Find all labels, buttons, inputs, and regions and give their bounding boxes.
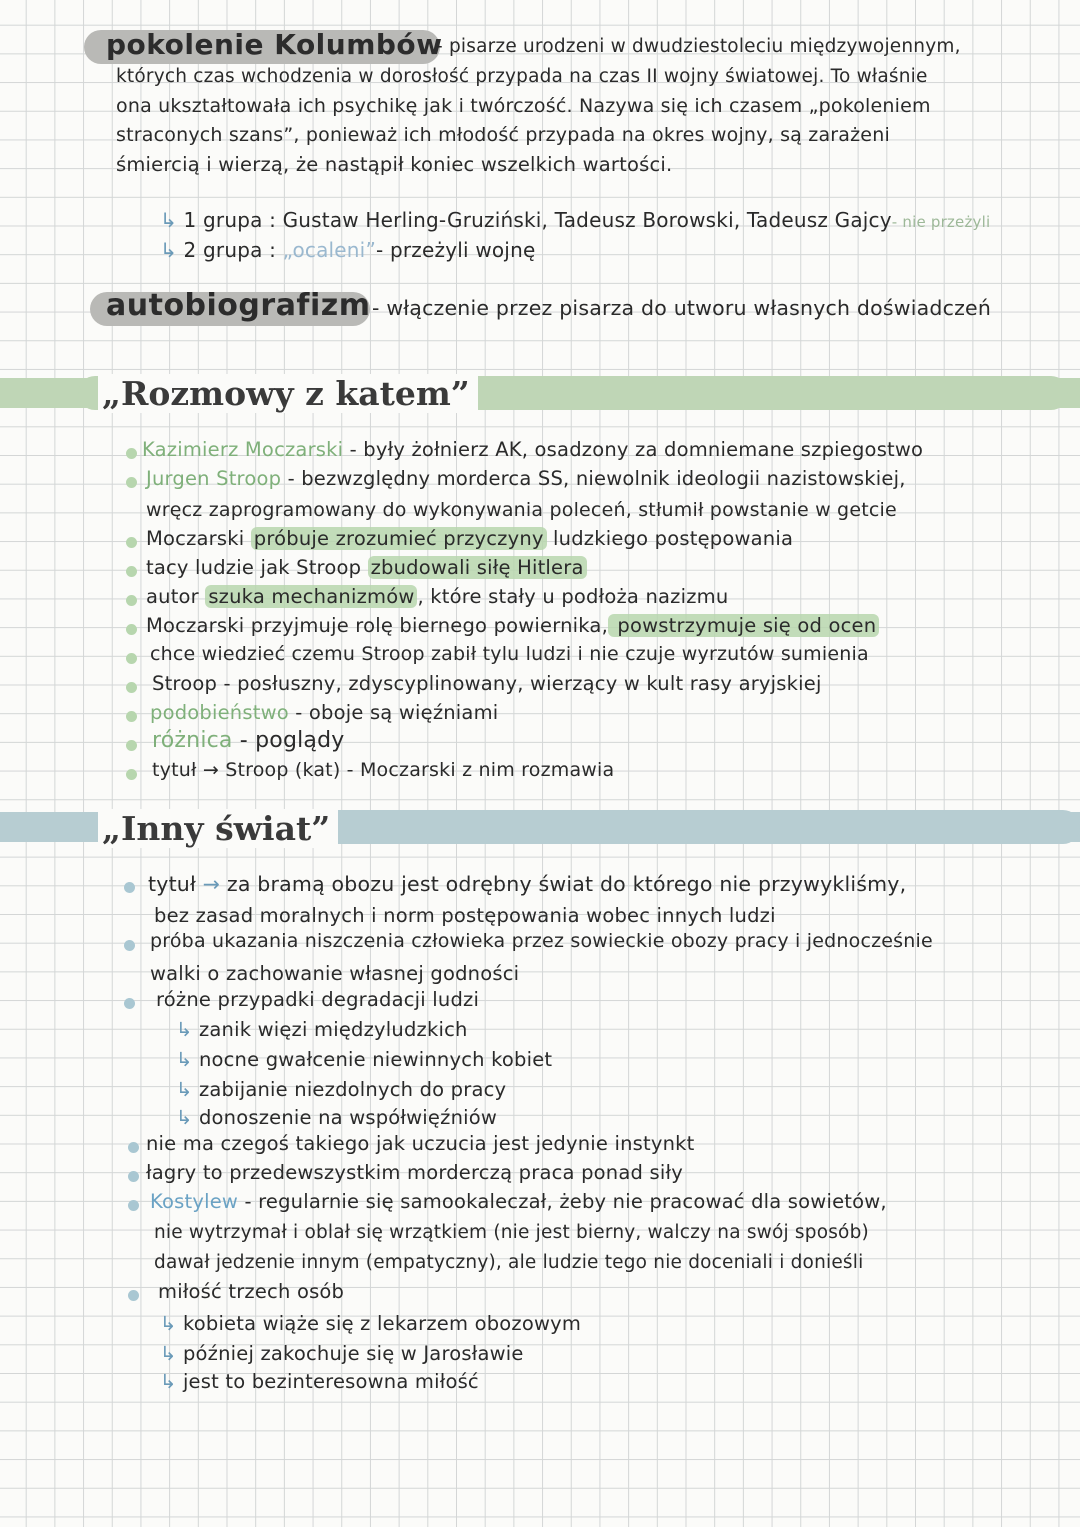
arrow-icon: ↳ [160, 1370, 183, 1393]
inny-b1-text: za bramą obozu jest odrębny świat do którego nie przywykliśmy, [220, 872, 907, 896]
rozmowy-b11 [152, 759, 614, 781]
pokolenie-line-4: straconych szans”, ponieważ ich młodość przypada na okres wojny, są zarażeni [116, 124, 890, 146]
pokolenie-term: pokolenie Kolumbów [106, 28, 443, 61]
inny-sub-2 [176, 1048, 552, 1071]
bullet-dot [126, 653, 137, 664]
rozmowy-b3-pre: Moczarski [146, 527, 251, 550]
group-2-label: 2 grupa : [183, 238, 277, 262]
bullet-dot [126, 477, 137, 488]
rozmowy-b6-pre: Moczarski przyjmuje rolę biernego powiernika, [146, 614, 608, 637]
autobiografizm-text: - włączenie przez pisarza do utworu własnych doświadczeń [372, 296, 992, 320]
inny-sub2-2-text: później zakochuje się w Jarosławie [182, 1342, 524, 1365]
rozmowy-b4-pre: tacy ludzie jak Stroop [146, 556, 368, 579]
bullet-dot [126, 595, 137, 606]
inny-sub-3 [176, 1078, 506, 1101]
arrow-icon: ↳ [160, 1312, 183, 1335]
inny-b2: próba ukazania niszczenia człowieka przez sowieckie obozy pracy i jednocześnie [150, 930, 933, 952]
inny-b3: różne przypadki degradacji ludzi [156, 988, 480, 1011]
rozmowy-b9 [150, 701, 498, 724]
rozmowy-b3 [146, 527, 793, 550]
group-1-note: - nie przeżyli [891, 213, 991, 231]
rozmowy-b11-pre: tytuł [152, 759, 203, 781]
roznica-label: różnica [152, 728, 233, 753]
rozmowy-b1-text: - były żołnierz AK, osadzony za domniemane szpiegostwo [343, 438, 924, 461]
rozmowy-b6-highlight: powstrzymuje się od ocen [608, 614, 879, 637]
inny-sub2-1-text: kobieta wiąże się z lekarzem obozowym [182, 1312, 582, 1335]
pokolenie-line-2: których czas wchodzenia w dorosłość przypada na czas II wojny światowej. To właśnie [116, 66, 928, 87]
bullet-dot [124, 940, 135, 951]
bullet-dot [126, 769, 137, 780]
inny-b5: łagry to przedewszystkim morderczą praca ponad siły [146, 1161, 683, 1184]
rozmowy-b11-text: Stroop (kat) - Moczarski z nim rozmawia [218, 759, 615, 781]
bullet-dot [128, 1290, 139, 1301]
rozmowy-b4-highlight: zbudowali siłę Hitlera [368, 556, 587, 579]
pokolenie-line-3: ona ukształtowała ich psychikę jak i twórczość. Nazywa się ich czasem „pokoleniem [116, 95, 931, 117]
bullet-dot [126, 624, 137, 635]
rozmowy-b3-post: ludzkiego postępowania [546, 527, 794, 550]
inny-sub-1 [176, 1018, 468, 1041]
bullet-dot [126, 711, 137, 722]
rozmowy-b8: Stroop - posłuszny, zdyscyplinowany, wierzący w kult rasy aryjskiej [152, 672, 822, 695]
moczarski-name: Kazimierz Moczarski [142, 438, 344, 461]
rozmowy-b9-text: - oboje są więźniami [288, 701, 499, 724]
rozmowy-b5-pre: autor [146, 585, 206, 608]
inny-sub-4 [176, 1106, 497, 1129]
arrow-icon: ↳ [160, 238, 184, 262]
arrow-icon: ↳ [160, 1342, 183, 1365]
autobiografizm-term: autobiografizm [106, 288, 371, 323]
inny-b6 [150, 1190, 887, 1213]
rozmowy-b4 [146, 556, 587, 579]
inny-b7: miłość trzech osób [158, 1280, 345, 1303]
bullet-dot [128, 1171, 139, 1182]
arrow-icon: ↳ [176, 1078, 199, 1101]
bullet-dot [126, 537, 137, 548]
bullet-dot [124, 882, 135, 893]
group-1-label: 1 grupa : [183, 208, 277, 232]
rozmowy-b2-cont: wręcz zaprogramowany do wykonywania poleceń, stłumił powstanie w getcie [146, 499, 897, 521]
kostylew-name: Kostylew [150, 1190, 239, 1213]
inny-sub2-2 [160, 1342, 524, 1365]
rozmowy-b2 [146, 467, 906, 490]
bullet-dot [126, 740, 137, 751]
arrow-right-icon: → [202, 759, 219, 781]
rozmowy-b10-text: - poglądy [232, 728, 345, 753]
group-2-text: - przeżyli wojnę [376, 238, 536, 262]
pokolenie-line-5: śmiercią i wierzą, że nastąpił koniec wszelkich wartości. [116, 153, 673, 176]
group-2-quote: „ocaleni” [282, 238, 377, 262]
group-1-text: Gustaw Herling-Gruziński, Tadeusz Borowski, Tadeusz Gajcy [282, 208, 892, 232]
inny-sub-2-text: nocne gwałcenie niewinnych kobiet [198, 1048, 553, 1071]
inny-b1-cont: bez zasad moralnych i norm postępowania wobec innych ludzi [154, 904, 776, 927]
inny-sub2-3 [160, 1370, 479, 1393]
bullet-dot [126, 682, 137, 693]
bullet-dot [126, 448, 137, 459]
rozmowy-b5 [146, 585, 728, 608]
inny-sub2-3-text: jest to bezinteresowna miłość [182, 1370, 479, 1393]
inny-sub-1-text: zanik więzi międzyludzkich [198, 1018, 468, 1041]
inny-header-pill [318, 810, 1080, 844]
stroop-name: Jurgen Stroop [146, 467, 282, 490]
rozmowy-b2-text: - bezwzględny morderca SS, niewolnik ideologii nazistowskiej, [281, 467, 906, 490]
inny-b1-pre: tytuł [148, 872, 203, 896]
rozmowy-b6 [146, 614, 879, 637]
inny-b6-text: - regularnie się samookaleczał, żeby nie pracować dla sowietów, [238, 1190, 887, 1213]
podobienstwo-label: podobieństwo [150, 701, 289, 724]
group-1 [160, 208, 990, 232]
arrow-icon: ↳ [160, 208, 184, 232]
rozmowy-b5-post: , które stały u podłoża nazizmu [417, 585, 729, 608]
inny-b6-cont1: nie wytrzymał i oblał się wrzątkiem (nie jest bierny, walczy na swój sposób) [154, 1222, 869, 1243]
arrow-icon: ↳ [176, 1048, 199, 1071]
inny-b1 [148, 872, 906, 896]
inny-sub-3-text: zabijanie niezdolnych do pracy [198, 1078, 507, 1101]
inny-b2-cont: walki o zachowanie własnej godności [150, 962, 520, 985]
group-2 [160, 238, 535, 262]
bullet-dot [124, 998, 135, 1009]
rozmowy-b5-highlight: szuka mechanizmów [205, 585, 417, 608]
inny-b6-cont2: dawał jedzenie innym (empatyczny), ale ludzie tego nie doceniali i donieśli [154, 1252, 864, 1273]
bullet-dot [126, 566, 137, 577]
inny-sub-4-text: donoszenie na współwięźniów [198, 1106, 498, 1129]
arrow-right-icon: → [202, 872, 221, 896]
rozmowy-b10 [152, 728, 345, 753]
bullet-dot [128, 1200, 139, 1211]
inny-b4: nie ma czegoś takiego jak uczucia jest jedynie instynkt [146, 1132, 695, 1155]
rozmowy-b3-highlight: próbuje zrozumieć przyczyny [251, 527, 547, 550]
rozmowy-b1 [142, 438, 923, 461]
inny-title: „Inny świat” [98, 809, 338, 848]
rozmowy-title: „Rozmowy z katem” [98, 374, 478, 413]
rozmowy-b7: chce wiedzieć czemu Stroop zabił tylu ludzi i nie czuje wyrzutów sumienia [150, 643, 869, 665]
pokolenie-line-1: - pisarze urodzeni w dwudziestoleciu międzywojennym, [436, 36, 961, 57]
bullet-dot [128, 1142, 139, 1153]
arrow-icon: ↳ [176, 1106, 199, 1129]
arrow-icon: ↳ [176, 1018, 199, 1041]
inny-sub2-1 [160, 1312, 581, 1335]
